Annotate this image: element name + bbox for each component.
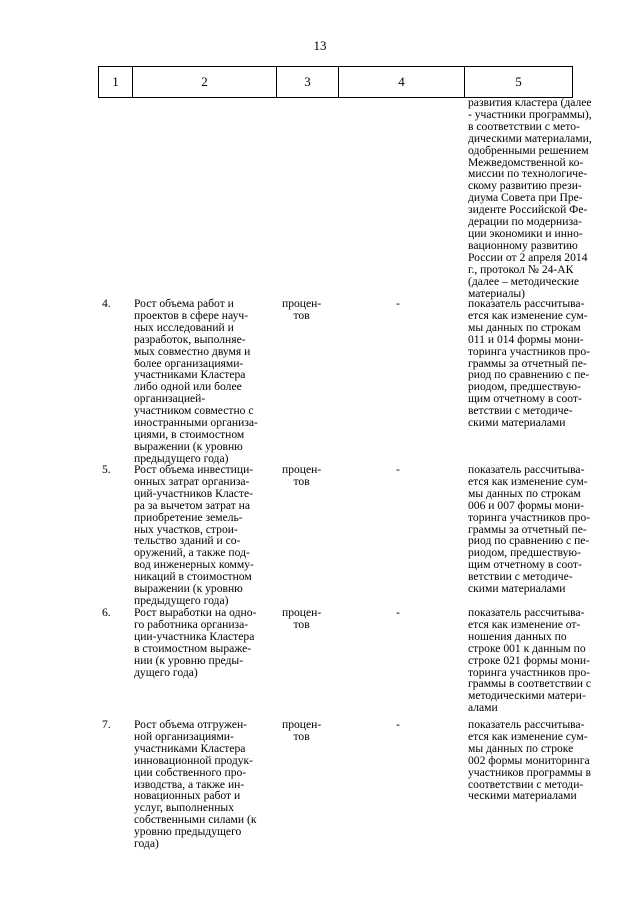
calculation-note: показатель рассчитыва- ется как изменение сум- мы данных по строкам 011 и 014 формы мони- торинга участников про- граммы за отчетный пе- риод по сравнению с пе- риодом, предшествую- щим отчетному в соот- ветствии с методиче- скими материалами — [468, 297, 590, 430]
continuation-text: развития кластера (далее - участники программы), в соответствии с мето- дическими материалами, одобренными решением Межведомственной ко- миссии по технологиче- скому развитию прези- диума Совета при Пре- зиденте Российской Фе- дерации по модерниза- ции экономики и инно- вационному развитию России от 2 апреля 2014 г., протокол № 24-АК (далее – методические материалы) — [468, 96, 592, 300]
table-row — [98, 297, 590, 465]
base-value: - — [396, 606, 400, 619]
row-number: 7. — [102, 718, 111, 731]
unit: процен- тов — [282, 297, 322, 322]
indicator-name: Рост объема работ и проектов в сфере науч- ных исследований и разработок, выполняе- мых совместно двумя и более организациями- участниками Кластера либо одной или более организацией- участником совместно с иностранными организа- циями, в стоимостном выражении (к уровню предыдущего года) — [134, 297, 258, 465]
table-header — [98, 66, 573, 98]
indicator-name: Рост объема отгружен- ной организациями- участниками Кластера инновационной продук- ции собственного про- изводства, а также ин- новационных работ и услуг, выполненных собственными силами (к уровню предыдущего года) — [134, 718, 257, 851]
header-col-5: 5 — [465, 67, 573, 98]
base-value: - — [396, 463, 400, 476]
base-value: - — [396, 297, 400, 310]
calculation-note: показатель рассчитыва- ется как изменение сум- мы данных по строке 002 формы мониторинга участников программы в соответствии с методи- ческими материалами — [468, 718, 591, 803]
header-col-3: 3 — [277, 67, 339, 98]
continuation-row — [98, 96, 592, 300]
table-row — [98, 463, 590, 607]
header-col-2: 2 — [133, 67, 277, 98]
page-number: 13 — [313, 38, 327, 53]
header-col-1: 1 — [99, 67, 133, 98]
calculation-note: показатель рассчитыва- ется как изменение от- ношения данных по строке 001 к данным по строке 021 формы мони- торинга участников про- граммы в соответствии с методическими матери- алами — [468, 606, 591, 715]
indicator-name: Рост объема инвестици- онных затрат организа- ций-участников Класте- ра за вычетом затрат на приобретение земель- ных участков, строи- тельство зданий и со- оружений, а также под- вод инженерных комму- никаций в стоимостном выражении (к уровню предыдущего года) — [134, 463, 254, 607]
unit: процен- тов — [282, 463, 322, 488]
table-body — [98, 96, 592, 859]
unit: процен- тов — [282, 718, 322, 743]
header-col-4: 4 — [339, 67, 465, 98]
base-value: - — [396, 718, 400, 731]
table-row — [98, 718, 591, 859]
row-number: 4. — [102, 297, 111, 310]
unit: процен- тов — [282, 606, 322, 631]
indicator-name: Рост выработки на одно- го работника организа- ции-участника Кластера в стоимостном выраже- нии (к уровню преды- дущего года) — [134, 606, 257, 679]
row-number: 6. — [102, 606, 111, 619]
calculation-note: показатель рассчитыва- ется как изменение сум- мы данных по строкам 006 и 007 формы мони- торинга участников про- граммы за отчетный пе- риод по сравнению с пе- риодом, предшествую- щим отчетному в соот- ветствии с методиче- скими материалами — [468, 463, 590, 596]
table-row — [98, 606, 591, 719]
row-number: 5. — [102, 463, 111, 476]
